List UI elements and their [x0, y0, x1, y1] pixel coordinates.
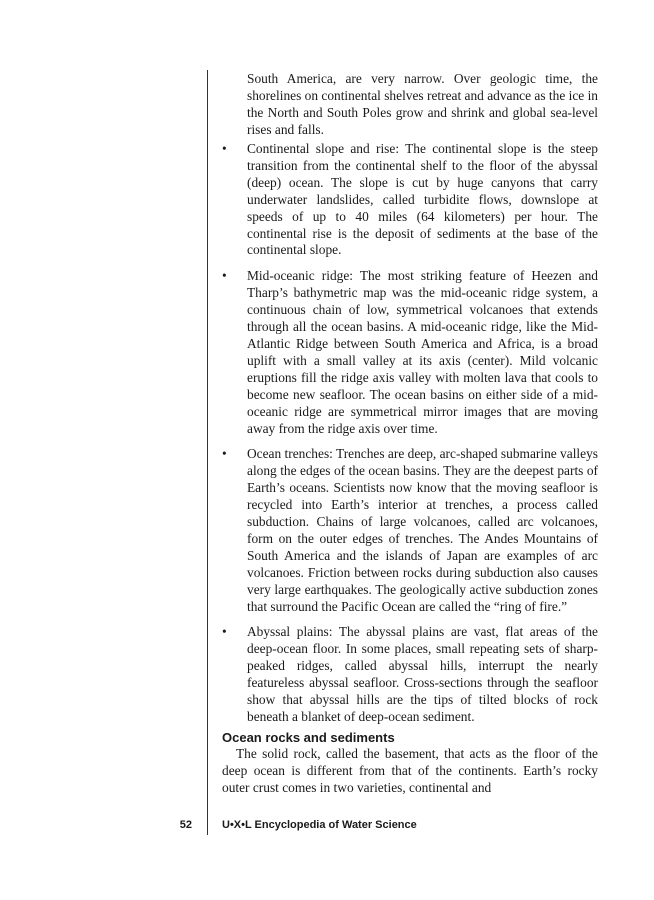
margin-rule: [207, 70, 208, 835]
bullet-text: Continental slope and rise: The continental slope is the steep transition from the continental shelf to the floor of the abyssal (deep) ocean. The slope is cut by huge canyons that carry underwater landslides, called turbidite flows, downslope at speeds of up to 40 miles (64 kilometers) per hour. The continental rise is the deposit of sediments at the base of the continental slope.: [247, 141, 598, 258]
bullet-text: Mid-oceanic ridge: The most striking feature of Heezen and Tharp’s bathymetric map was the mid-oceanic ridge system, a continuous chain of low, symmetrical volcanoes that extends through all the ocean basins. A mid-oceanic ridge, like the Mid-Atlantic Ridge between South America and Africa, is a broad uplift with a small valley at its axis (center). Mild volcanic eruptions fill the ridge axis valley with molten lava that cools to become new seafloor. The ocean basins on either side of a mid-oceanic ridge are symmetrical mirror images that are moving away from the ridge axis over time.: [247, 268, 598, 436]
running-footer-title: U•X•L Encyclopedia of Water Science: [222, 819, 417, 831]
page-number: 52: [179, 819, 192, 831]
bullet-ocean-trenches: [222, 446, 598, 615]
bullet-icon: •: [222, 141, 227, 156]
bullet-abyssal-plains: [222, 624, 598, 725]
bullet-text: Abyssal plains: The abyssal plains are vast, flat areas of the deep-ocean floor. In some places, small repeating sets of sharp-peaked ridges, called abyssal hills, interrupt the nearly featureless abyssal seafloor. Cross-sections through the seafloor show that abyssal hills are the tips of tilted blocks of rock beneath a blanket of deep-ocean sediment.: [247, 624, 598, 724]
section-paragraph: The solid rock, called the basement, that acts as the floor of the deep ocean is different from that of the continents. Earth’s rocky outer crust comes in two varieties, continental and: [222, 746, 598, 795]
continued-paragraph: South America, are very narrow. Over geologic time, the shorelines on continental shelves retreat and advance as the ice in the North and South Poles grow and shrink and global sea-level rises and falls.: [247, 71, 598, 137]
bullet-mid-oceanic-ridge: [222, 268, 598, 437]
bullet-text: Ocean trenches: Trenches are deep, arc-shaped submarine valleys along the edges of the ocean basins. They are the deepest parts of Earth’s oceans. Scientists now know that the moving seafloor is recycled into Earth’s interior at trenches, a process called subduction. Chains of large volcanoes, called arc volcanoes, form on the outer edges of trenches. The Andes Mountains of South America and the islands of Japan are examples of arc volcanoes. Friction between rocks during subduction also causes very large earthquakes. The geologically active subduction zones that surround the Pacific Ocean are called the “ring of fire.”: [247, 446, 598, 614]
bullet-icon: •: [222, 268, 227, 284]
bullet-icon: •: [222, 624, 227, 640]
bullet-icon: •: [222, 446, 227, 462]
section-heading: Ocean rocks and sediments: [222, 730, 395, 745]
bullet-continental-slope: [222, 141, 598, 259]
feature-bullet-list: [222, 141, 598, 735]
